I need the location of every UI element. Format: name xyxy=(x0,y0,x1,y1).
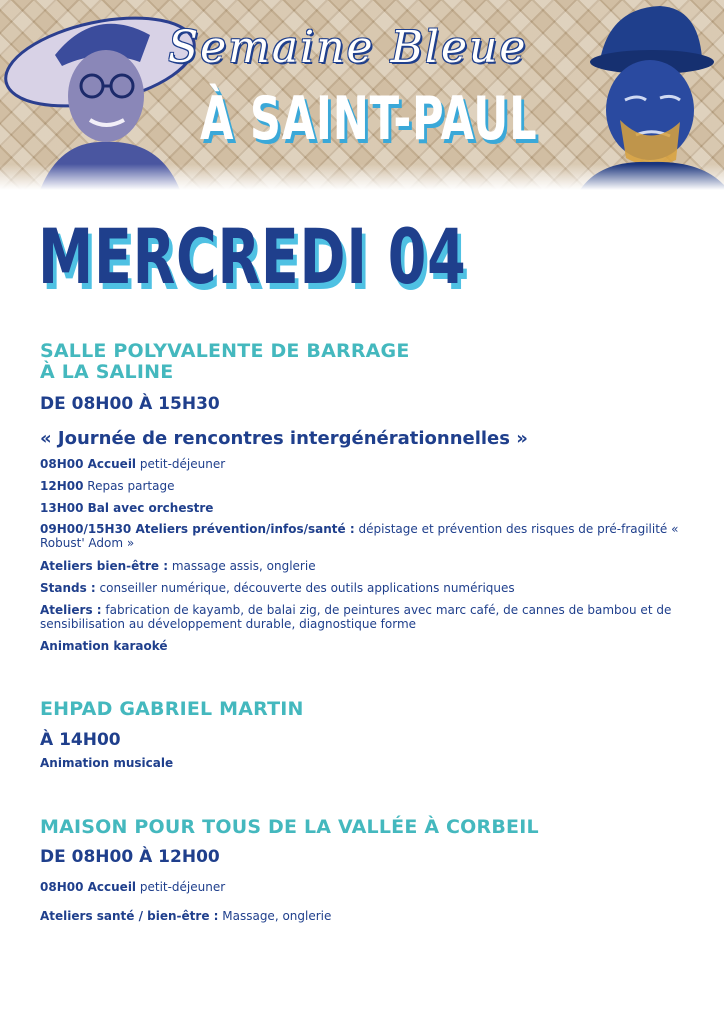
elderly-man-portrait-image xyxy=(580,0,724,190)
schedule-item-text: conseiller numérique, découverte des outils applications numériques xyxy=(95,581,515,595)
schedule-item-label: Ateliers : xyxy=(40,603,102,617)
schedule-item-text: Massage, onglerie xyxy=(218,909,332,923)
schedule-item-label: Stands : xyxy=(40,581,96,595)
schedule-item xyxy=(40,880,700,894)
banner-title-main: À SAINT-PAUL xyxy=(200,84,538,154)
schedule-item-label: Animation karaoké xyxy=(40,639,168,653)
schedule-item xyxy=(40,559,700,573)
venue-heading: MAISON POUR TOUS DE LA VALLÉE À CORBEIL xyxy=(40,816,539,838)
schedule-item-text: fabrication de kayamb, de balai zig, de peintures avec marc café, de cannes de bambou et de sensibilisation au développement durable, diagnostique forme xyxy=(40,603,672,631)
venue-heading-line: À LA SALINE xyxy=(40,361,174,383)
banner-title-script: Semaine Bleue xyxy=(168,22,528,73)
event-title: « Journée de rencontres intergénérationnelles » xyxy=(40,428,528,449)
time-range: À 14H00 xyxy=(40,730,121,750)
schedule-item xyxy=(40,457,700,471)
schedule-item-text: petit-déjeuner xyxy=(136,880,226,894)
schedule-item-label: Ateliers santé / bien-être : xyxy=(40,909,219,923)
day-heading: MERCREDI 04 xyxy=(38,212,467,301)
venue-heading-line: SALLE POLYVALENTE DE BARRAGE xyxy=(40,340,410,362)
schedule-item-label: 12H00 xyxy=(40,479,84,493)
venue-heading: EHPAD GABRIEL MARTIN xyxy=(40,698,304,720)
schedule-item xyxy=(40,603,700,631)
schedule-item-label: 09H00/15H30 Ateliers prévention/infos/santé : xyxy=(40,522,355,536)
schedule-item-text: massage assis, onglerie xyxy=(168,559,316,573)
schedule-item xyxy=(40,639,700,653)
schedule-item-text: Repas partage xyxy=(83,479,175,493)
schedule-item xyxy=(40,756,700,770)
schedule-item xyxy=(40,479,700,493)
time-range: DE 08H00 À 15H30 xyxy=(40,394,220,414)
schedule-item xyxy=(40,522,700,550)
banner-fade xyxy=(0,164,724,190)
schedule-item xyxy=(40,581,700,595)
schedule-item-text: petit-déjeuner xyxy=(136,457,226,471)
schedule-item-label: 08H00 Accueil xyxy=(40,457,137,471)
header-banner xyxy=(0,0,724,190)
schedule-item-label: Animation musicale xyxy=(40,756,174,770)
schedule-item xyxy=(40,909,700,923)
schedule-item-label: 13H00 Bal avec orchestre xyxy=(40,501,214,515)
schedule-item-label: 08H00 Accueil xyxy=(40,880,137,894)
schedule-item xyxy=(40,501,700,515)
venue-heading xyxy=(40,341,410,383)
schedule-item-label: Ateliers bien-être : xyxy=(40,559,169,573)
time-range: DE 08H00 À 12H00 xyxy=(40,847,220,867)
schedule-item-text: dépistage et prévention des risques de pré-fragilité « Robust' Adom » xyxy=(40,522,679,550)
